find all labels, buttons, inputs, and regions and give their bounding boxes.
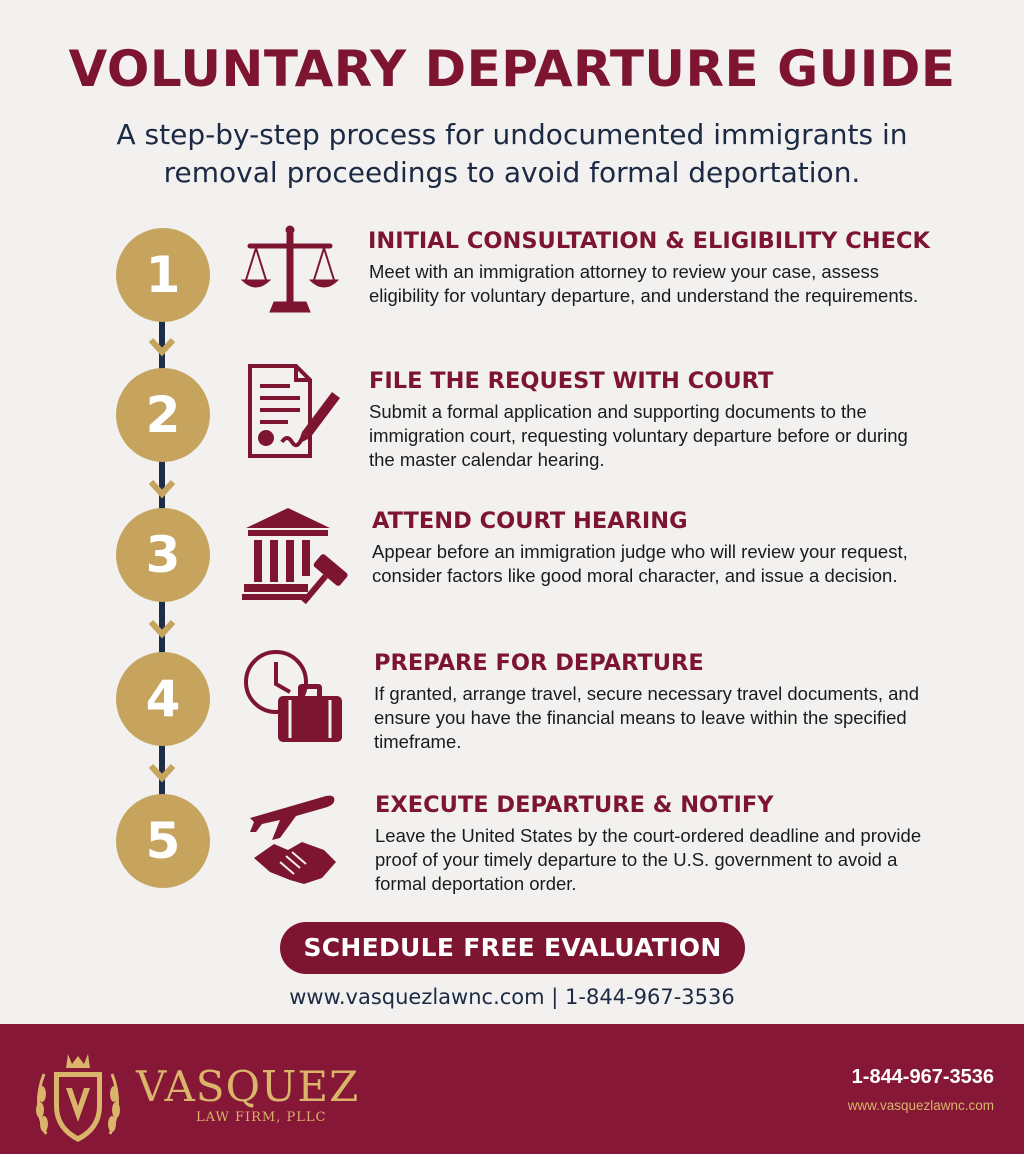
step-1 — [0, 222, 1024, 342]
step-title: INITIAL CONSULTATION & ELIGIBILITY CHECK — [368, 228, 930, 254]
schedule-evaluation-button[interactable]: SCHEDULE FREE EVALUATION — [280, 922, 745, 974]
step-number: 5 — [116, 794, 210, 888]
document-signing-icon — [240, 362, 350, 462]
step-title: PREPARE FOR DEPARTURE — [374, 650, 704, 676]
scales-of-justice-icon — [240, 222, 350, 322]
step-title: EXECUTE DEPARTURE & NOTIFY — [375, 792, 774, 818]
step-description: Leave the United States by the court-ordered deadline and provide proof of your timely departure to the U.S. government to avoid a formal deportation order. — [375, 825, 922, 894]
law-firm-crest-logo — [28, 1044, 128, 1154]
step-title: FILE THE REQUEST WITH COURT — [369, 368, 774, 394]
page-subtitle: A step-by-step process for undocumented immigrants in removal proceedings to avoid formal deportation. — [116, 118, 908, 189]
step-number: 1 — [116, 228, 210, 322]
airplane-handshake-icon — [240, 788, 350, 888]
step-description: Submit a formal application and supporting documents to the immigration court, requesting voluntary departure before or during the master calendar hearing. — [369, 401, 908, 470]
contact-line: www.vasquezlawnc.com | 1-844-967-3536 — [289, 985, 735, 1009]
step-title: ATTEND COURT HEARING — [372, 508, 688, 534]
step-number: 4 — [116, 652, 210, 746]
step-4 — [0, 646, 1024, 766]
clock-briefcase-icon — [240, 646, 350, 746]
footer-website-link[interactable]: www.vasquezlawnc.com — [847, 1098, 994, 1113]
step-2 — [0, 362, 1024, 482]
step-description: Meet with an immigration attorney to review your case, assess eligibility for voluntary departure, and understand the requirements. — [369, 261, 919, 306]
logo-subtitle: LAW FIRM, PLLC — [196, 1110, 327, 1125]
step-3 — [0, 504, 1024, 624]
footer — [0, 1024, 1024, 1154]
step-description: If granted, arrange travel, secure necessary travel documents, and ensure you have the financial means to leave within the specified timeframe. — [374, 683, 920, 752]
logo-name: VASQUEZ — [136, 1062, 360, 1111]
footer-phone[interactable]: 1-844-967-3536 — [851, 1066, 994, 1088]
step-number: 3 — [116, 508, 210, 602]
courthouse-gavel-icon — [240, 504, 350, 604]
step-5 — [0, 788, 1024, 908]
step-description: Appear before an immigration judge who will review your request, consider factors like good moral character, and issue a decision. — [372, 541, 908, 586]
step-number: 2 — [116, 368, 210, 462]
page-title: VOLUNTARY DEPARTURE GUIDE — [68, 40, 956, 98]
